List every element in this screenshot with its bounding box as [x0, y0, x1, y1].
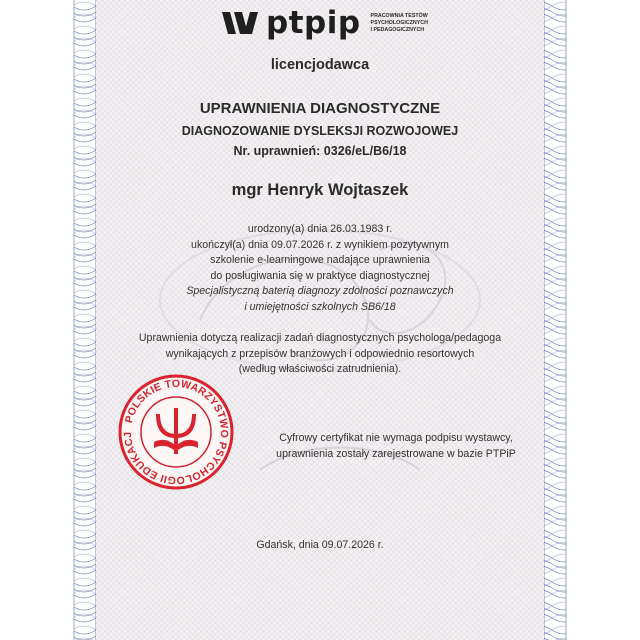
note-line: uprawnienia zostały zarejestrowane w bazie PTPiP: [276, 447, 516, 460]
holder-name: mgr Henryk Wojtaszek: [231, 181, 409, 199]
body-line: ukończył(a) dnia 09.07.2026 r. z wynikiem pozytywnym: [191, 238, 449, 251]
logo-wordmark: ptpip: [266, 4, 361, 41]
scope-line: (według właściwości zatrudnienia).: [238, 363, 402, 375]
note-line: Cyfrowy certyfikat nie wymaga podpisu wystawcy,: [279, 432, 513, 444]
battery-name-line: Specjalistyczną baterią diagnozy zdolności poznawczych: [186, 285, 454, 297]
scope-line: Uprawnienia dotyczą realizacji zadań diagnostycznych psychologa/pedagoga: [138, 332, 502, 344]
logo-subtitle: [371, 13, 428, 34]
scope-line: wynikających z przepisów branżowych i odpowiednio resortowych: [165, 347, 475, 360]
double-slash-logo-icon: [220, 8, 262, 38]
licensor-label: licencjodawca: [270, 57, 370, 73]
digital-certificate-note: [246, 431, 546, 462]
certificate-body: [96, 222, 544, 315]
logo-subtitle-line: PRACOWNIA TESTÓW: [370, 12, 428, 19]
body-line: urodzony(a) dnia 26.03.1983 r.: [247, 223, 393, 235]
logo-subtitle-line: I PEDAGOGICZNYCH: [370, 26, 425, 33]
battery-name-line: i umiejętności szkolnych SB6/18: [244, 300, 396, 313]
association-seal: [118, 374, 234, 490]
certificate-title: UPRAWNIENIA DIAGNOSTYCZNE: [199, 100, 441, 117]
body-line: szkolenie e-learningowe nadające uprawnienia: [210, 254, 430, 266]
place-and-date: Gdańsk, dnia 09.07.2026 r.: [256, 539, 384, 551]
logo-subtitle-line: PSYCHOLOGICZNYCH: [370, 19, 428, 26]
ptpip-logo: [220, 3, 428, 43]
seal-text: POLSKIE TOWARZYSTWO PSYCHOLOGII EDUKACJ: [121, 377, 231, 487]
body-line: do posługiwania się w praktyce diagnostycznej: [210, 269, 430, 282]
license-number: Nr. uprawnień: 0326/eL/B6/18: [233, 144, 407, 158]
certificate-subtitle: DIAGNOZOWANIE DYSLEKSJI ROZWOJOWEJ: [181, 124, 459, 138]
scope-statement: [96, 331, 544, 378]
